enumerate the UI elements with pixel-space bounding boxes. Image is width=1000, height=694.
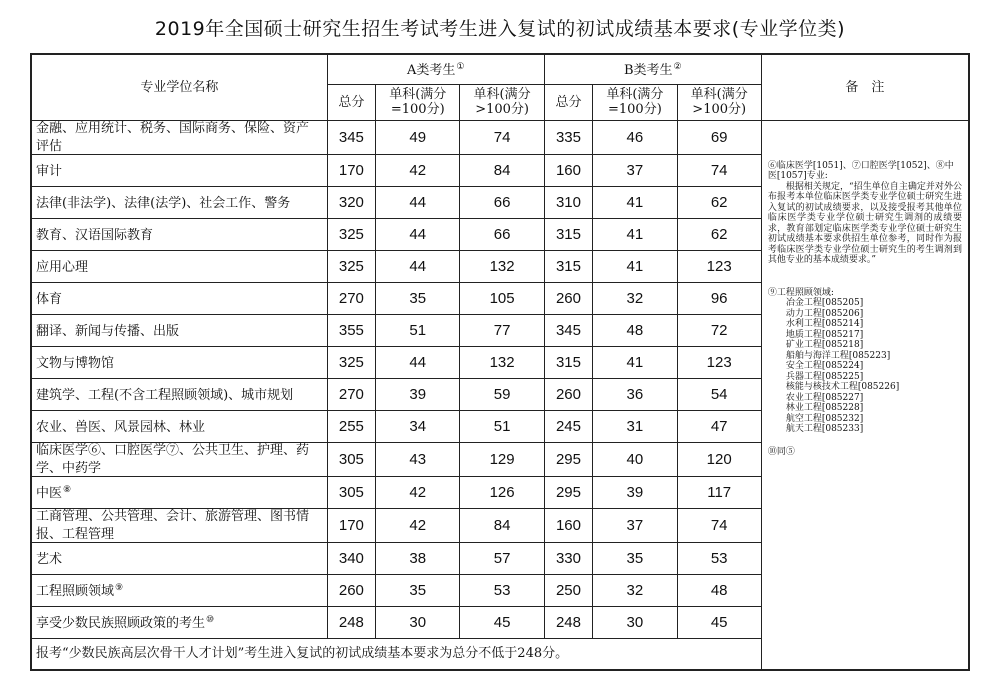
a-single-gt100-score: 74 — [460, 120, 544, 154]
major-name — [31, 120, 327, 154]
header-group-b-label: B类考生 — [623, 63, 673, 79]
table-row — [31, 120, 969, 154]
b-single-gt100-score: 120 — [677, 442, 761, 476]
medical-note — [768, 161, 962, 266]
a-total-score: 340 — [327, 542, 375, 574]
b-single-gt100-score: 47 — [677, 410, 761, 442]
b-total-score: 248 — [544, 606, 592, 638]
a-single100-score: 43 — [376, 442, 460, 476]
b-total-score: 310 — [544, 186, 592, 218]
engineering-field-item: 航天工程[085233] — [785, 424, 864, 434]
engineering-note — [768, 288, 962, 435]
engineering-field-item: 动力工程[085206] — [785, 308, 864, 319]
header-a-total: 总分 — [327, 84, 375, 120]
major-name-text: 艺术 — [36, 552, 63, 567]
b-single-gt100-score: 53 — [677, 542, 761, 574]
a-single100-score: 35 — [376, 282, 460, 314]
a-single-gt100-score: 66 — [460, 218, 544, 250]
major-name-sup: ⑩ — [206, 615, 215, 625]
engineering-note-head: ⑨工程照顾领域: — [767, 287, 834, 298]
b-single-gt100-score: 117 — [677, 476, 761, 508]
b-total-score: 160 — [544, 154, 592, 186]
footer-note: 报考“少数民族高层次骨干人才计划”考生进入复试的初试成绩基本要求为总分不低于248分。 — [31, 638, 761, 670]
engineering-field-list — [768, 298, 962, 435]
a-single100-score: 38 — [376, 542, 460, 574]
b-total-score: 345 — [544, 314, 592, 346]
a-single-gt100-score: 45 — [460, 606, 544, 638]
major-name-text: 应用心理 — [36, 260, 89, 275]
a-single100-score: 35 — [376, 574, 460, 606]
b-single-gt100-score: 45 — [677, 606, 761, 638]
engineering-field-item: 农业工程[085227] — [785, 392, 864, 403]
a-single-gt100-score: 57 — [460, 542, 544, 574]
major-name-text: 工商管理、公共管理、会计、旅游管理、图书情报、工程管理 — [36, 508, 310, 542]
b-single-gt100-score: 69 — [677, 120, 761, 154]
engineering-field-item: 兵器工程[085225] — [785, 371, 864, 382]
b-single100-score: 30 — [593, 606, 677, 638]
a-total-score: 325 — [327, 218, 375, 250]
a-total-score: 345 — [327, 120, 375, 154]
b-single100-score: 36 — [593, 378, 677, 410]
major-name-text: 建筑学、工程(不含工程照顾领域)、城市规划 — [36, 388, 294, 403]
header-major-name: 专业学位名称 — [31, 54, 327, 120]
major-name-text: 教育、汉语国际教育 — [36, 228, 154, 243]
header-a-single-gt100: 单科(满分>100分) — [460, 84, 544, 120]
b-total-score: 160 — [544, 508, 592, 542]
tenth-note: ⑩同⑤ — [767, 446, 795, 457]
a-single100-score: 42 — [376, 154, 460, 186]
b-single100-score: 41 — [593, 250, 677, 282]
b-single-gt100-score: 48 — [677, 574, 761, 606]
b-total-score: 330 — [544, 542, 592, 574]
a-single100-score: 39 — [376, 378, 460, 410]
major-name-text: 金融、应用统计、税务、国际商务、保险、资产评估 — [36, 120, 310, 154]
a-single100-score: 30 — [376, 606, 460, 638]
major-name — [31, 346, 327, 378]
page-title: 2019年全国硕士研究生招生考试考生进入复试的初试成绩基本要求(专业学位类) — [154, 18, 846, 40]
header-b-single-gt100: 单科(满分>100分) — [677, 84, 761, 120]
major-name-text: 体育 — [36, 292, 63, 307]
a-single-gt100-score: 132 — [460, 346, 544, 378]
a-single-gt100-score: 51 — [460, 410, 544, 442]
a-single100-score: 51 — [376, 314, 460, 346]
a-single-gt100-score: 66 — [460, 186, 544, 218]
medical-note-text: 根据相关规定，“招生单位自主确定并对外公布报考本单位临床医学类专业学位硕士研究生进入复试的初试成绩要求，以及接受报考其他单位临床医学类专业学位硕士研究生调剂的成绩要求，教育部划定临床医学类专业学位硕士研究生初试成绩基本要求供招生单位参考，同时作为报考临床医学类专业学位硕士研究生的考生调剂到其他专业的基本成绩要求。” — [767, 181, 962, 265]
b-single100-score: 35 — [593, 542, 677, 574]
b-single-gt100-score: 123 — [677, 250, 761, 282]
major-name-text: 工程照顾领域 — [36, 584, 115, 599]
a-single100-score: 44 — [376, 250, 460, 282]
engineering-field-item: 水利工程[085214] — [785, 319, 864, 329]
a-single-gt100-score: 77 — [460, 314, 544, 346]
a-total-score: 320 — [327, 186, 375, 218]
b-single100-score: 31 — [593, 410, 677, 442]
major-name-text: 农业、兽医、风景园林、林业 — [36, 420, 206, 435]
a-single-gt100-score: 132 — [460, 250, 544, 282]
a-single-gt100-score: 84 — [460, 154, 544, 186]
a-single100-score: 44 — [376, 218, 460, 250]
b-single-gt100-score: 96 — [677, 282, 761, 314]
b-single100-score: 39 — [593, 476, 677, 508]
b-single-gt100-score: 74 — [677, 154, 761, 186]
a-total-score: 260 — [327, 574, 375, 606]
a-single-gt100-score: 53 — [460, 574, 544, 606]
b-single100-score: 37 — [593, 508, 677, 542]
a-single100-score: 44 — [376, 346, 460, 378]
engineering-field-item: 地质工程[085217] — [785, 329, 864, 340]
a-single-gt100-score: 129 — [460, 442, 544, 476]
header-group-a — [327, 54, 544, 84]
b-single-gt100-score: 74 — [677, 508, 761, 542]
a-total-score: 355 — [327, 314, 375, 346]
header-b-total: 总分 — [544, 84, 592, 120]
header-b-single100: 单科(满分=100分) — [593, 84, 677, 120]
major-name-text: 文物与博物馆 — [36, 356, 115, 371]
score-table — [30, 53, 970, 671]
major-name — [31, 282, 327, 314]
a-total-score: 325 — [327, 250, 375, 282]
a-single100-score: 42 — [376, 508, 460, 542]
major-name-text: 中医 — [36, 486, 63, 501]
a-total-score: 170 — [327, 154, 375, 186]
engineering-field-item: 林业工程[085228] — [785, 403, 864, 413]
a-single100-score: 34 — [376, 410, 460, 442]
a-total-score: 248 — [327, 606, 375, 638]
engineering-field-item: 船舶与海洋工程[085223] — [785, 350, 891, 361]
b-total-score: 245 — [544, 410, 592, 442]
b-single100-score: 41 — [593, 346, 677, 378]
b-single-gt100-score: 123 — [677, 346, 761, 378]
b-total-score: 260 — [544, 282, 592, 314]
a-total-score: 270 — [327, 282, 375, 314]
major-name-text: 法律(非法学)、法律(法学)、社会工作、警务 — [36, 196, 291, 211]
b-total-score: 335 — [544, 120, 592, 154]
b-single-gt100-score: 62 — [677, 218, 761, 250]
a-total-score: 305 — [327, 476, 375, 508]
b-single-gt100-score: 54 — [677, 378, 761, 410]
major-name — [31, 574, 327, 606]
b-single-gt100-score: 72 — [677, 314, 761, 346]
major-name-sup: ⑨ — [115, 583, 124, 593]
engineering-field-item: 矿业工程[085218] — [785, 340, 864, 350]
major-name — [31, 606, 327, 638]
a-single100-score: 49 — [376, 120, 460, 154]
a-single-gt100-score: 105 — [460, 282, 544, 314]
engineering-field-item: 冶金工程[085205] — [785, 298, 864, 308]
header-a-single100: 单科(满分=100分) — [376, 84, 460, 120]
a-total-score: 170 — [327, 508, 375, 542]
header-group-a-label: A类考生 — [406, 63, 456, 79]
a-single100-score: 42 — [376, 476, 460, 508]
header-group-b — [544, 54, 761, 84]
b-total-score: 295 — [544, 476, 592, 508]
b-total-score: 315 — [544, 218, 592, 250]
major-name — [31, 476, 327, 508]
header-row-1 — [31, 54, 969, 84]
b-single100-score: 32 — [593, 282, 677, 314]
score-table-container — [30, 53, 970, 671]
major-name — [31, 442, 327, 476]
b-single100-score: 46 — [593, 120, 677, 154]
medical-note-head: ⑥临床医学[1051]、⑦口腔医学[1052]、⑧中医[1057]专业: — [767, 160, 954, 181]
b-total-score: 250 — [544, 574, 592, 606]
remarks-cell — [761, 120, 969, 670]
engineering-field-item: 核能与核技术工程[085226] — [785, 382, 900, 392]
major-name — [31, 542, 327, 574]
a-single-gt100-score: 59 — [460, 378, 544, 410]
b-single100-score: 41 — [593, 186, 677, 218]
a-single100-score: 44 — [376, 186, 460, 218]
b-single100-score: 40 — [593, 442, 677, 476]
b-total-score: 295 — [544, 442, 592, 476]
b-single100-score: 32 — [593, 574, 677, 606]
b-single100-score: 41 — [593, 218, 677, 250]
header-group-a-sup: ① — [456, 62, 465, 73]
b-single100-score: 37 — [593, 154, 677, 186]
a-single-gt100-score: 84 — [460, 508, 544, 542]
header-remarks: 备 注 — [761, 54, 969, 120]
a-total-score: 305 — [327, 442, 375, 476]
engineering-field-item: 航空工程[085232] — [785, 413, 864, 424]
major-name-text: 翻译、新闻与传播、出版 — [36, 324, 180, 339]
major-name-text: 审计 — [36, 164, 63, 179]
major-name — [31, 218, 327, 250]
a-total-score: 325 — [327, 346, 375, 378]
a-total-score: 255 — [327, 410, 375, 442]
major-name-text: 享受少数民族照顾政策的考生 — [36, 616, 206, 631]
b-single-gt100-score: 62 — [677, 186, 761, 218]
b-total-score: 315 — [544, 250, 592, 282]
a-total-score: 270 — [327, 378, 375, 410]
major-name-text: 临床医学⑥、口腔医学⑦、公共卫生、护理、药学、中药学 — [36, 442, 310, 476]
major-name — [31, 378, 327, 410]
major-name — [31, 186, 327, 218]
major-name-sup: ⑧ — [63, 485, 72, 495]
major-name — [31, 314, 327, 346]
major-name — [31, 250, 327, 282]
b-single100-score: 48 — [593, 314, 677, 346]
engineering-field-item: 安全工程[085224] — [785, 361, 864, 371]
b-total-score: 260 — [544, 378, 592, 410]
header-group-b-sup: ② — [673, 62, 682, 73]
b-total-score: 315 — [544, 346, 592, 378]
a-single-gt100-score: 126 — [460, 476, 544, 508]
major-name — [31, 508, 327, 542]
major-name — [31, 410, 327, 442]
major-name — [31, 154, 327, 186]
